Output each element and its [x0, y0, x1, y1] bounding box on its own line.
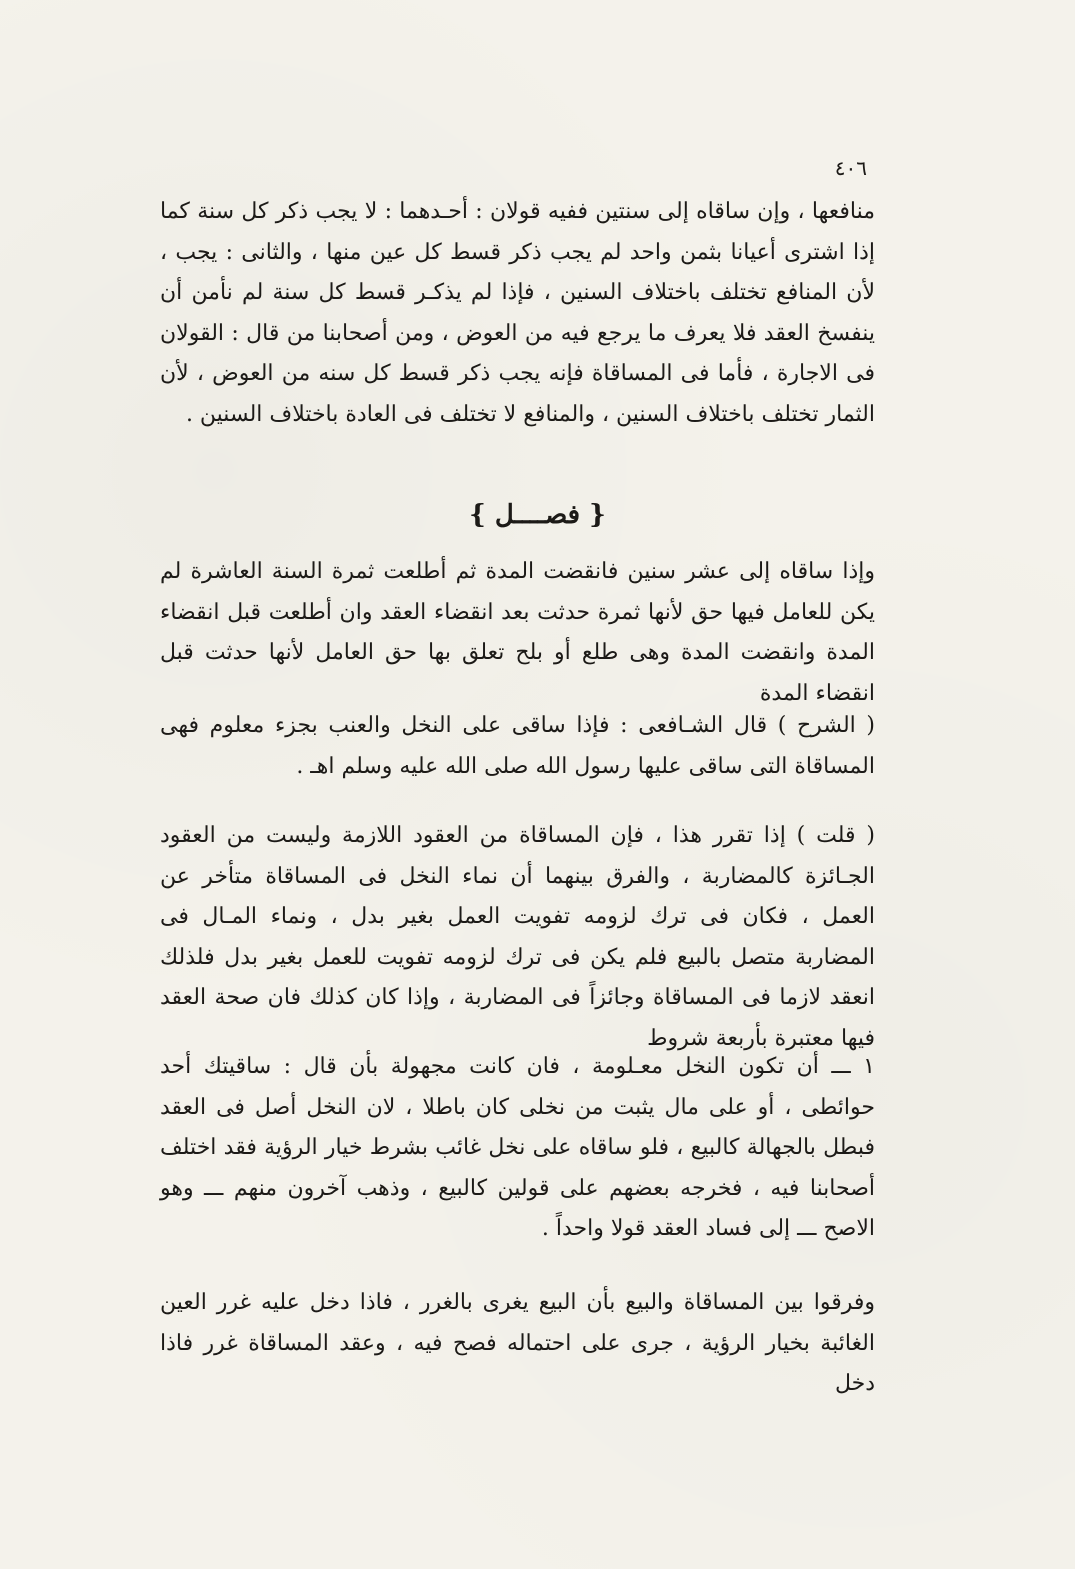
- paragraph-text: ( قلت ) إذا تقرر هذا ، فإن المساقاة من العقود اللازمة وليست من العقود الجـائزة كالمضاربة ، والفرق بينهما أن نماء النخل فى المساقاة متأخر عن العمل ، فكان فى ترك لزومه تفويت العمل بغير بدل ، ونماء المـال فى المضاربة متصل بالبيع فلم يكن فى ترك لزومه تفويت للعمل بغير بدل فلذلك انعقد لازما فى المساقاة وجائزاً فى المضاربة ، وإذا كان كذلك فان صحة العقد فيها معتبرة بأربعة شروط: [160, 823, 875, 1051]
- paragraph-text: ( الشرح ) قال الشـافعى : فإذا ساقى على النخل والعنب بجزء معلوم فهى المساقاة التى ساقى عليها رسول الله صلى الله عليه وسلم اهـ .: [160, 713, 875, 779]
- paragraph-intro: [160, 192, 875, 435]
- paragraph-text: ١ ـــ أن تكون النخل معـلومة ، فان كانت مجهولة بأن قال : ساقيتك أحد حوائطى ، أو على مال يثبت من نخلى كان باطلا ، لان النخل أصل فى العقد فبطل بالجهالة كالبيع ، فلو ساقاه على نخل غائب بشرط خيار الرؤية فقد اختلف أصحابنا فيه ، فخرجه بعضهم على قولين كالبيع ، وذهب آخرون منهم ـــ وهو الاصح ـــ إلى فساد العقد قولا واحداً .: [160, 1054, 875, 1241]
- section-heading: { فصــــل }: [469, 500, 606, 530]
- paragraph-text: وفرقوا بين المساقاة والبيع بأن البيع يغرى بالغرر ، فاذا دخل عليه غرر العين الغائبة بخيار الرؤية ، جرى على احتماله فصح فيه ، وعقد المساقاة غرر فاذا دخل: [160, 1290, 875, 1396]
- page-number: ٤٠٦: [834, 156, 867, 180]
- paragraph-commentary: [160, 706, 875, 787]
- paragraph-text-main: [160, 552, 875, 714]
- paragraph-note: [160, 816, 875, 1059]
- paragraph-text: منافعها ، وإن ساقاه إلى سنتين ففيه قولان : أحـدهما : لا يجب ذكر كل سنة كما إذا اشترى أعيانا بثمن واحد لم يجب ذكر قسط كل عين منها ، والثانى : يجب ، لأن المنافع تختلف باختلاف السنين ، فإذا لم يذكـر قسط كل سنة لم نأمن أن ينفسخ العقد فلا يعرف ما يرجع فيه من العوض ، ومن أصحابنا من قال : القولان فى الاجارة ، فأما فى المساقاة فإنه يجب ذكر قسط كل سنه من العوض ، لأن الثمار تختلف باختلاف السنين ، والمنافع لا تختلف فى العادة باختلاف السنين .: [160, 199, 875, 427]
- paragraph-condition-1: [160, 1047, 875, 1250]
- paragraph-text: وإذا ساقاه إلى عشر سنين فانقضت المدة ثم أطلعت ثمرة السنة العاشرة لم يكن للعامل فيها حق لأنها ثمرة حدثت بعد انقضاء العقد وان أطلعت قبل انقضاء المدة وانقضت المدة وهى طلع أو بلح تعلق بها حق العامل لأنها حدثت قبل انقضاء المدة: [160, 559, 875, 706]
- paragraph-distinction: [160, 1283, 875, 1405]
